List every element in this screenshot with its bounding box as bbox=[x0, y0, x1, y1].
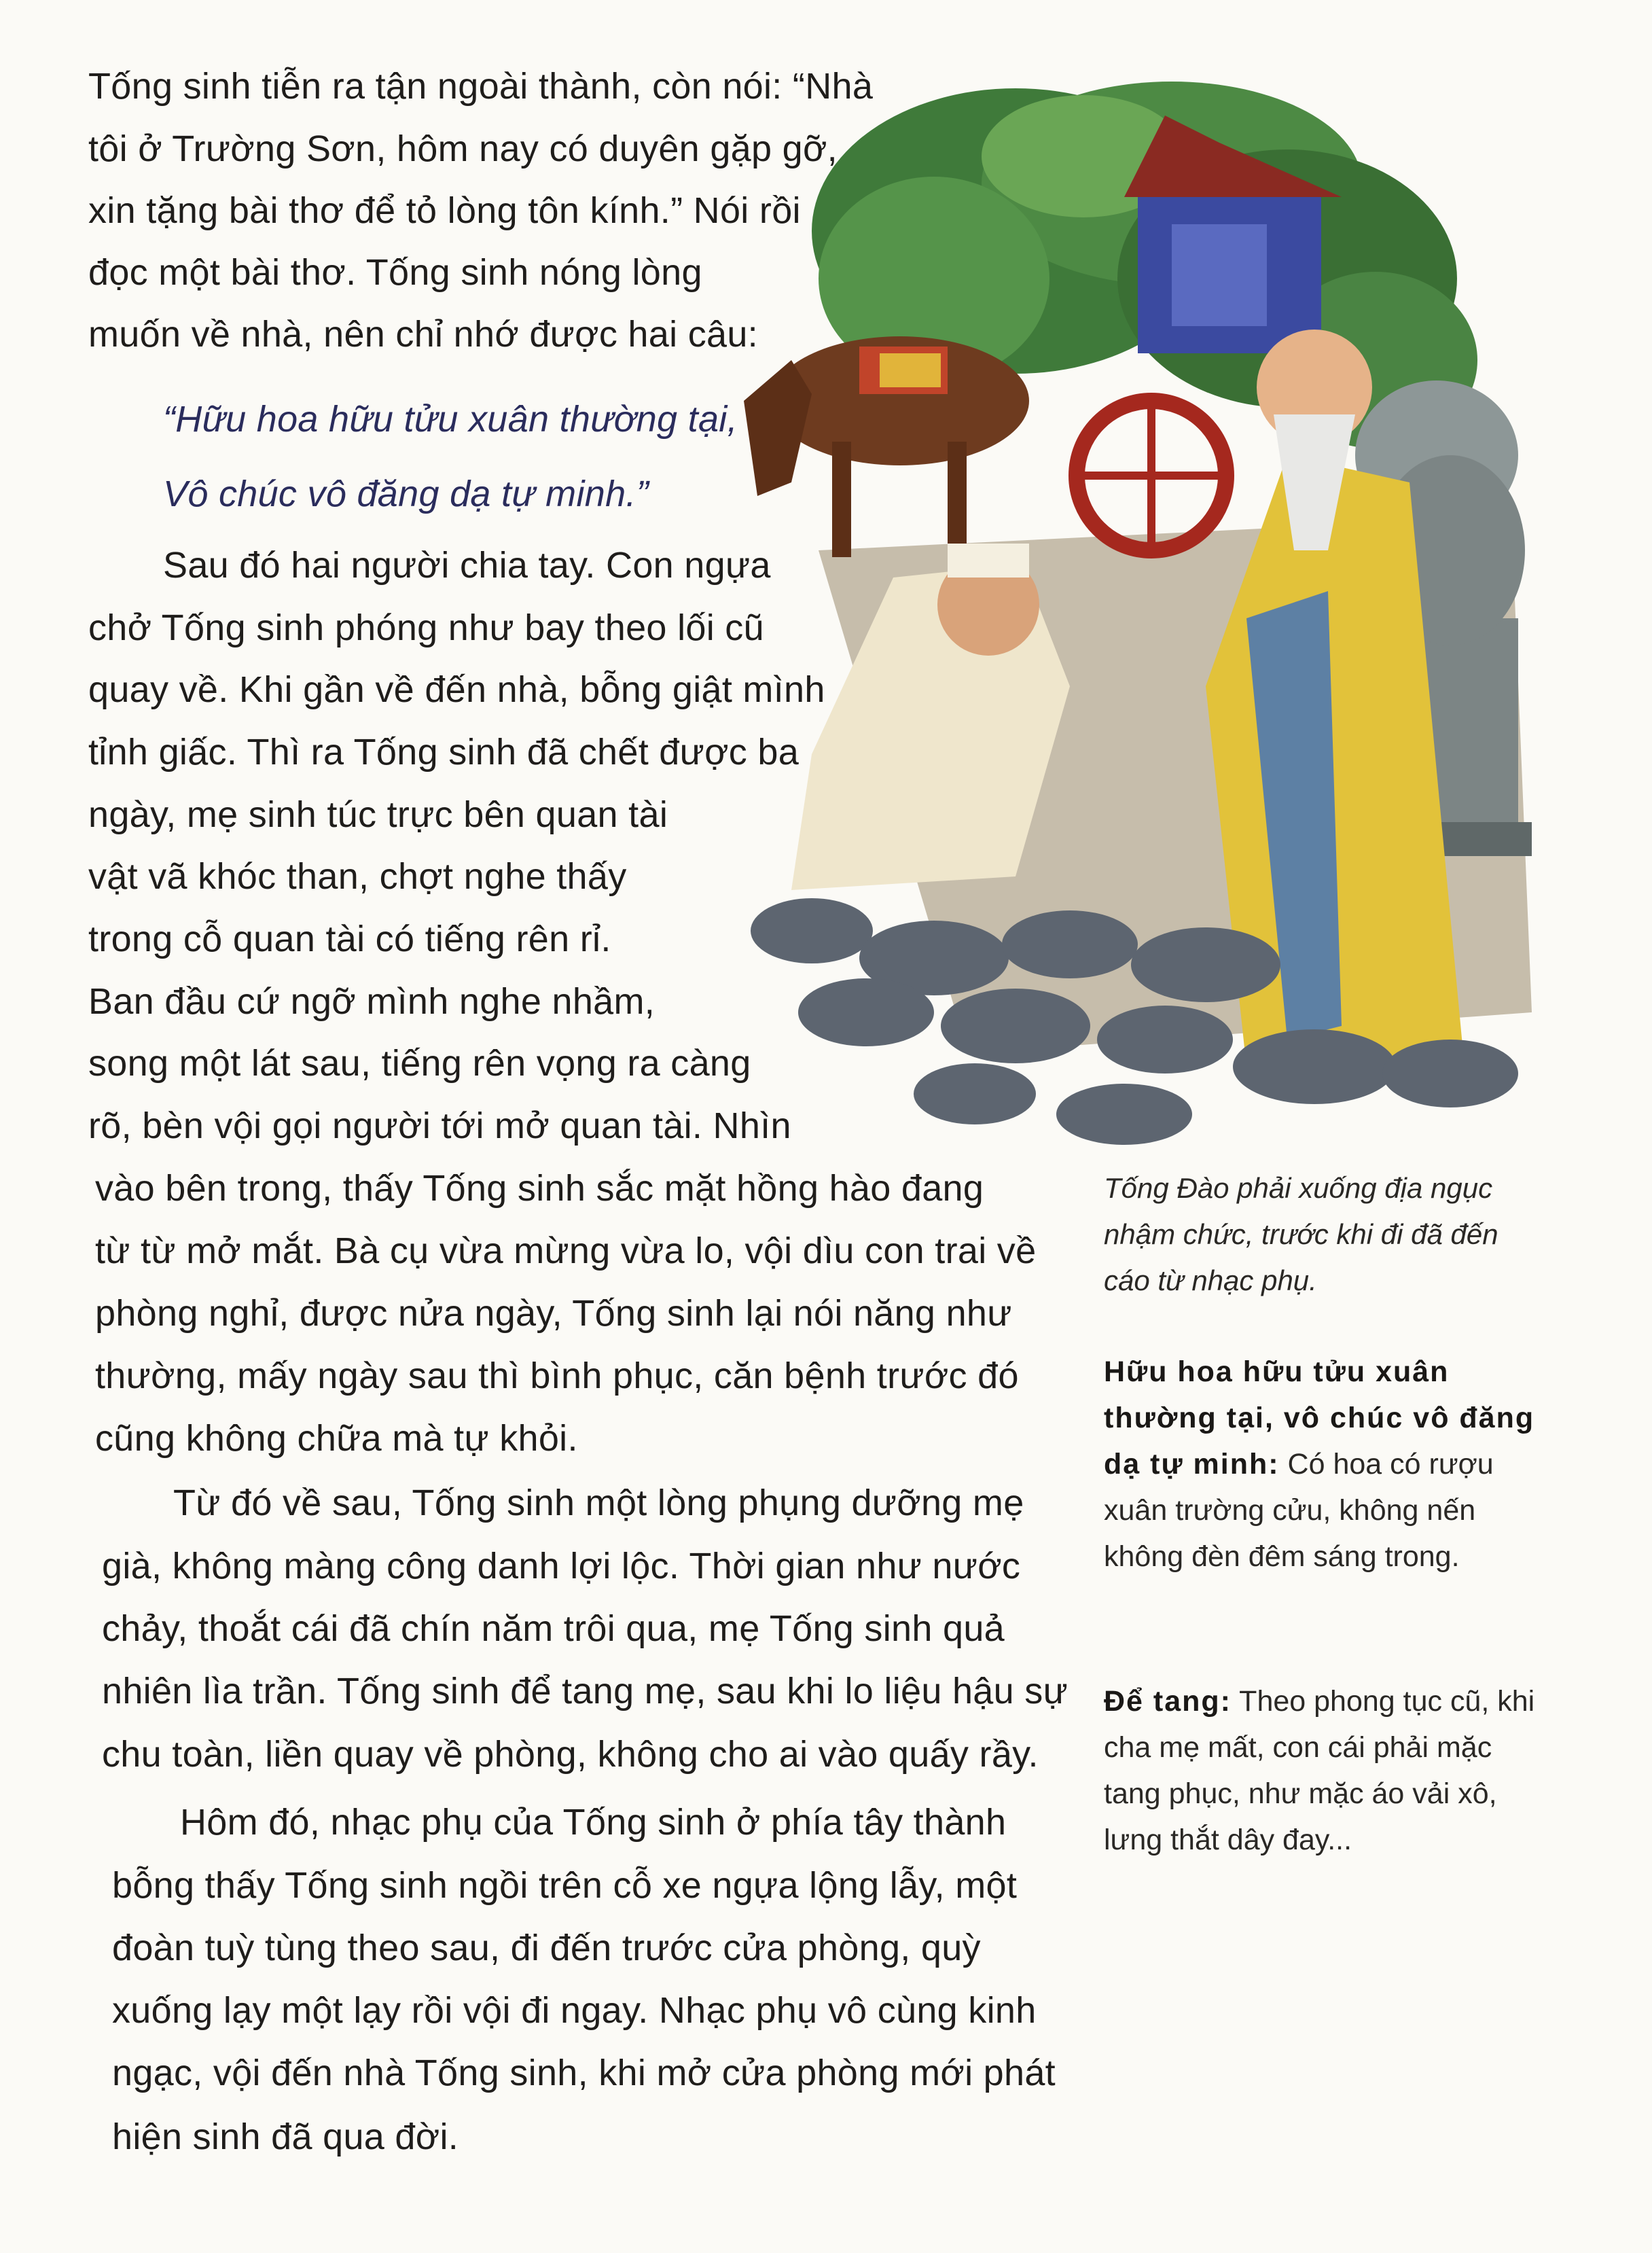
body-line: chở Tống sinh phóng như bay theo lối cũ bbox=[88, 607, 764, 648]
body-line: đoàn tuỳ tùng theo sau, đi đến trước cửa phòng, quỳ bbox=[112, 1928, 981, 1968]
horse bbox=[744, 336, 1029, 557]
body-line: song một lát sau, tiếng rên vọng ra càng bbox=[88, 1043, 751, 1084]
verse-line: Vô chúc vô đăng dạ tự minh.” bbox=[163, 474, 649, 514]
glossary-definition: Theo phong tục cũ, khi cha mẹ mất, con cái phải mặc tang phục, như mặc áo vải xô, lưng thắt dây đay... bbox=[1104, 1685, 1535, 1856]
body-line: xin tặng bài thơ để tỏ lòng tôn kính.” Nói rồi bbox=[88, 190, 801, 231]
glossary-entry bbox=[1104, 1349, 1539, 1580]
body-line: vào bên trong, thấy Tống sinh sắc mặt hồng hào đang bbox=[95, 1168, 984, 1209]
body-line: Từ đó về sau, Tống sinh một lòng phụng dưỡng mẹ bbox=[173, 1483, 1024, 1523]
body-line: vật vã khóc than, chợt nghe thấy bbox=[88, 856, 627, 897]
body-line: già, không màng công danh lợi lộc. Thời gian như nước bbox=[102, 1546, 1021, 1586]
body-line: Sau đó hai người chia tay. Con ngựa bbox=[163, 545, 771, 586]
body-line: từ từ mở mắt. Bà cụ vừa mừng vừa lo, vội dìu con trai về bbox=[95, 1230, 1037, 1271]
body-line: Ban đầu cứ ngỡ mình nghe nhầm, bbox=[88, 981, 656, 1022]
body-line: nhiên lìa trần. Tống sinh để tang mẹ, sau khi lo liệu hậu sự bbox=[102, 1671, 1069, 1711]
body-line: quay về. Khi gần về đến nhà, bỗng giật mình bbox=[88, 669, 825, 710]
body-line: chảy, thoắt cái đã chín năm trôi qua, mẹ Tống sinh quả bbox=[102, 1608, 1005, 1649]
glossary-entry bbox=[1104, 1678, 1539, 1863]
body-line: trong cỗ quan tài có tiếng rên rỉ. bbox=[88, 919, 611, 959]
body-line: đọc một bài thơ. Tống sinh nóng lòng bbox=[88, 252, 702, 293]
body-line: bỗng thấy Tống sinh ngồi trên cỗ xe ngựa lộng lẫy, một bbox=[112, 1865, 1018, 1906]
body-line: rõ, bèn vội gọi người tới mở quan tài. Nhìn bbox=[88, 1105, 791, 1146]
body-line: hiện sinh đã qua đời. bbox=[112, 2116, 459, 2157]
body-line: xuống lạy một lạy rồi vội đi ngay. Nhạc phụ vô cùng kinh bbox=[112, 1990, 1037, 2031]
glossary-term: Hữu hoa hữu tửu xuân thường tại, vô chúc vô đăng dạ tự minh: bbox=[1104, 1355, 1535, 1480]
body-line: thường, mấy ngày sau thì bình phục, căn bệnh trước đó bbox=[95, 1355, 1019, 1396]
body-line: muốn về nhà, nên chỉ nhớ được hai câu: bbox=[88, 314, 758, 355]
glossary-term: Để tang: bbox=[1104, 1685, 1232, 1718]
story-illustration bbox=[730, 75, 1545, 1148]
body-line: ngày, mẹ sinh túc trực bên quan tài bbox=[88, 794, 668, 835]
verse-line: “Hữu hoa hữu tửu xuân thường tại, bbox=[163, 399, 738, 440]
body-line: Tống sinh tiễn ra tận ngoài thành, còn nói: “Nhà bbox=[88, 66, 874, 107]
body-line: tôi ở Trường Sơn, hôm nay có duyên gặp gỡ, bbox=[88, 128, 838, 169]
glossary-definition: Có hoa có rượu xuân trường cửu, không nến không đèn đêm sáng trong. bbox=[1104, 1448, 1494, 1573]
body-line: phòng nghỉ, được nửa ngày, Tống sinh lại nói năng như bbox=[95, 1293, 1012, 1334]
body-line: cũng không chữa mà tự khỏi. bbox=[95, 1418, 578, 1459]
illustration-caption: Tống Đào phải xuống địa ngục nhậm chức, trước khi đi đã đến cáo từ nhạc phụ. bbox=[1104, 1172, 1498, 1296]
body-line: Hôm đó, nhạc phụ của Tống sinh ở phía tây thành bbox=[180, 1802, 1007, 1843]
body-line: chu toàn, liền quay về phòng, không cho ai vào quấy rầy. bbox=[102, 1734, 1039, 1775]
body-line: tỉnh giấc. Thì ra Tống sinh đã chết được ba bbox=[88, 732, 800, 773]
body-line: ngạc, vội đến nhà Tống sinh, khi mở cửa phòng mới phát bbox=[112, 2053, 1056, 2093]
